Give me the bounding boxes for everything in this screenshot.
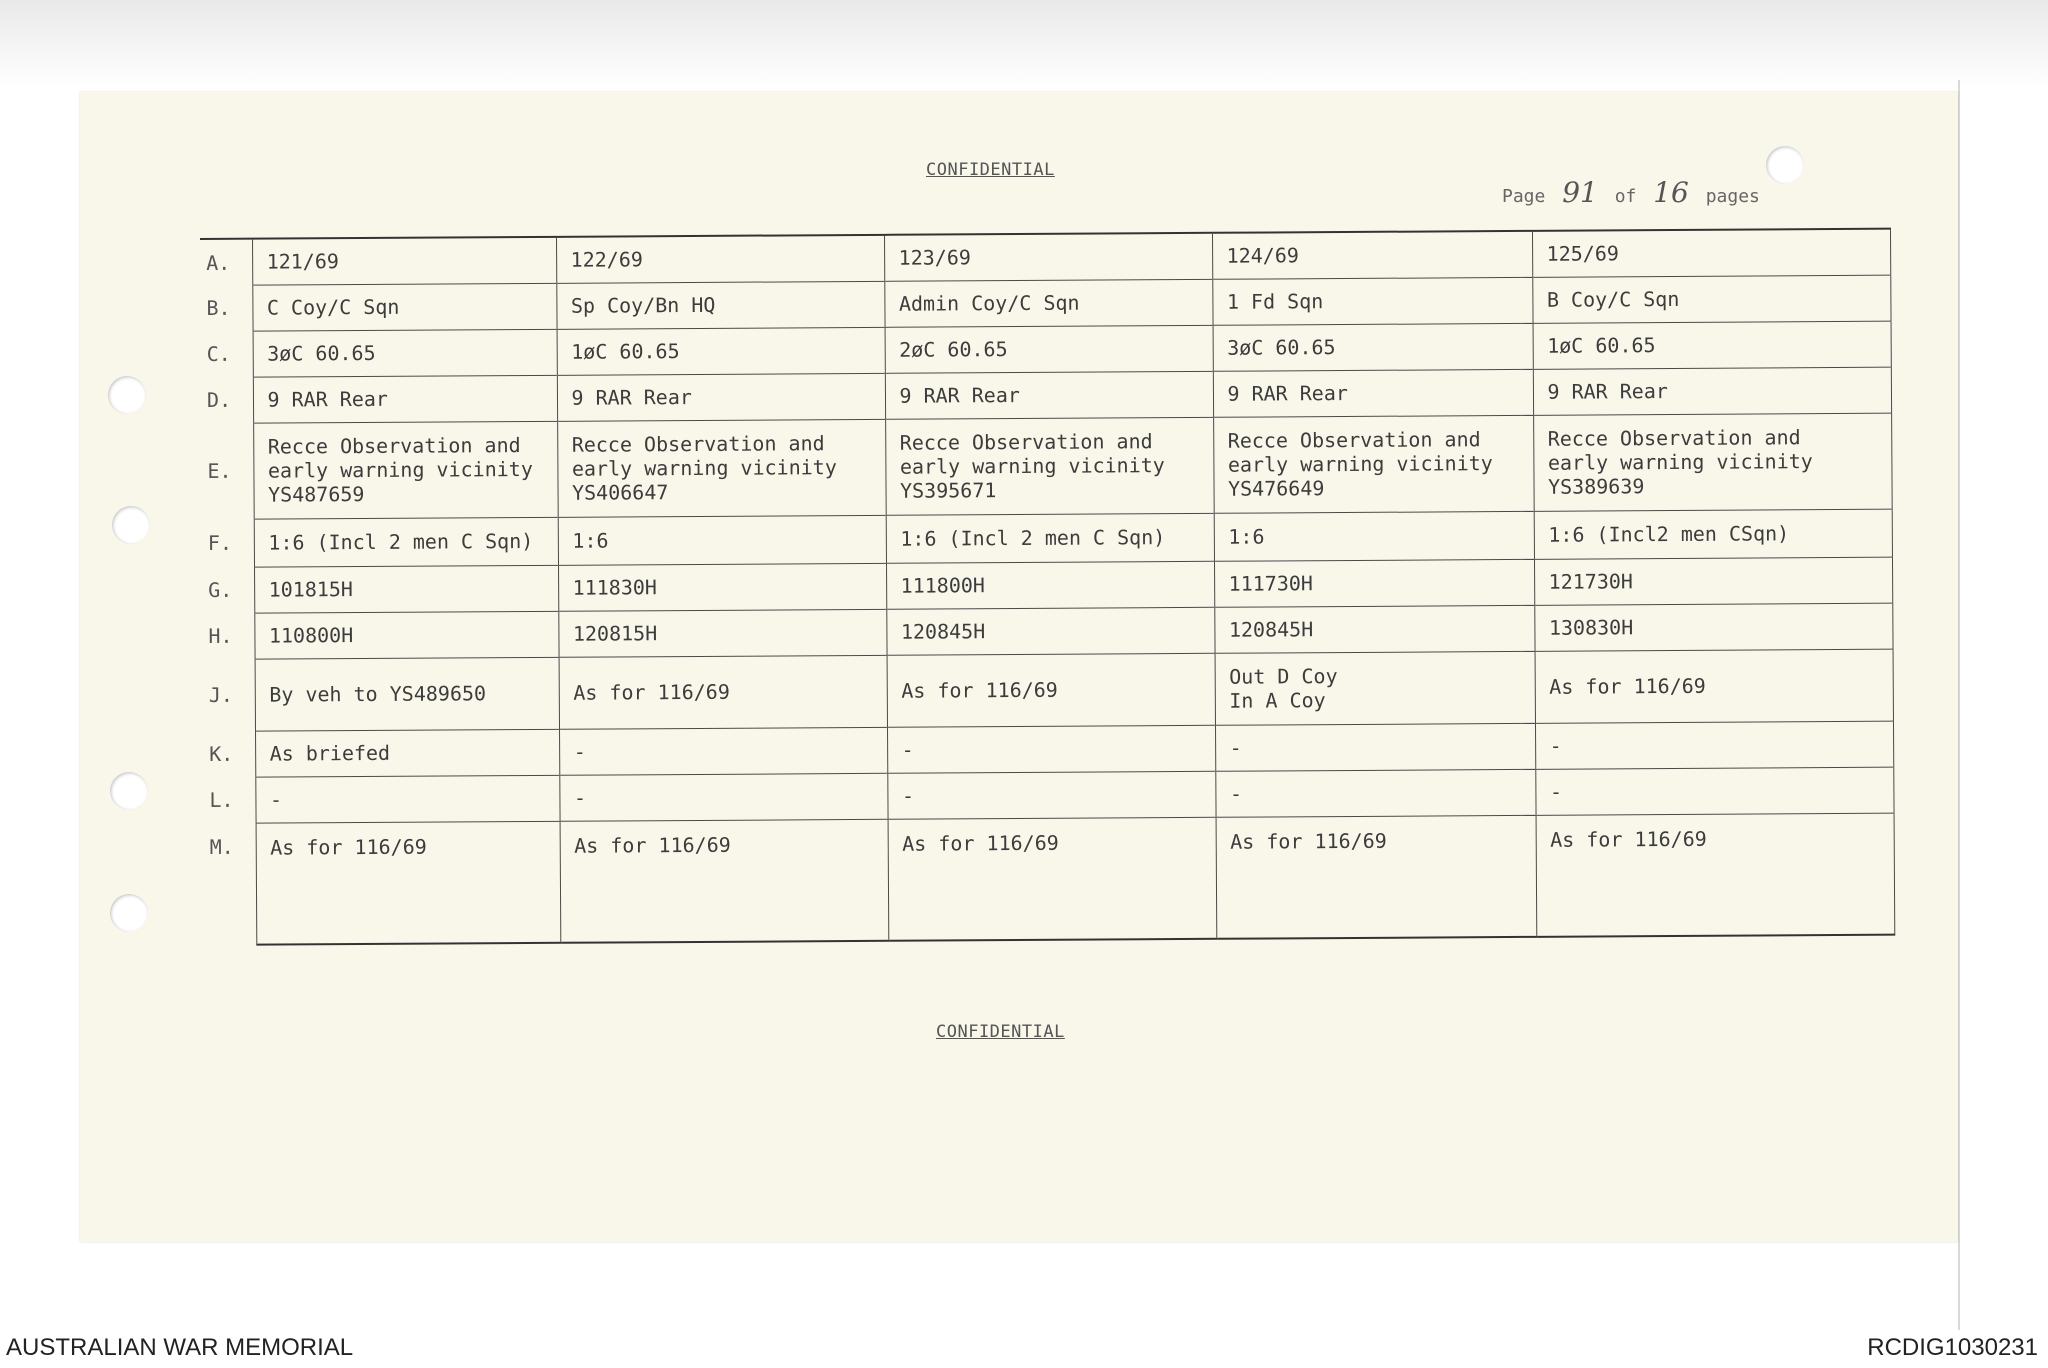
cell-text: early warning vicinity <box>1547 449 1813 475</box>
cell-text: 1øC 60.65 <box>1547 333 1656 358</box>
row-label: E. <box>207 458 232 483</box>
cell-text: 9 RAR Rear <box>267 386 388 412</box>
row-label: F. <box>207 530 233 555</box>
page-of: of <box>1614 186 1637 207</box>
table-cell <box>1215 769 1535 817</box>
cell-text: - <box>1229 735 1242 760</box>
table-cell <box>557 373 885 421</box>
cell-text: C Coy/C Sqn <box>266 294 400 320</box>
cell-text: 111830H <box>572 575 658 600</box>
cell-text: early warning vicinity <box>267 456 533 483</box>
cell-text: As briefed <box>269 740 391 766</box>
table-cell <box>254 565 558 613</box>
table-cell <box>887 653 1215 727</box>
table-cell <box>254 517 558 567</box>
table-cell <box>560 819 889 943</box>
table-cell <box>886 561 1214 609</box>
cell-text: - <box>573 739 586 764</box>
cell-text: Recce Observation and <box>571 431 825 457</box>
row-label: C. <box>206 341 231 366</box>
table-cell <box>1535 721 1893 769</box>
reference-caption: RCDIG1030231 <box>1867 1334 2038 1361</box>
table-cell <box>884 233 1212 281</box>
cell-text: early warning vicinity <box>899 453 1165 479</box>
cell-text: 124/69 <box>1226 243 1299 268</box>
table-cell <box>885 417 1214 515</box>
row-label: B. <box>206 295 231 320</box>
table-cell <box>557 419 886 517</box>
cell-text: 111800H <box>900 573 986 598</box>
table-cell <box>886 607 1214 655</box>
row-label: G. <box>208 577 233 602</box>
table-cell <box>556 235 884 283</box>
cell-text: 1 Fd Sqn <box>1226 289 1324 314</box>
row-label: D. <box>206 387 232 412</box>
table-cell <box>1213 323 1533 371</box>
cell-text: 3øC 60.65 <box>267 340 376 366</box>
table-cell <box>254 611 558 659</box>
table-cell <box>1533 321 1891 369</box>
punch-hole <box>112 506 150 544</box>
cell-text: 121/69 <box>266 249 339 274</box>
table-cell <box>558 563 886 611</box>
table-cell <box>888 817 1217 941</box>
cell-text: 120845H <box>1228 617 1314 642</box>
cell-text: 9 RAR Rear <box>1227 380 1348 406</box>
cell-text: 1:6 <box>572 528 609 553</box>
cell-text: - <box>901 737 914 762</box>
table-cell <box>1533 413 1892 511</box>
table-row <box>204 813 1895 945</box>
cell-text: Out D Coy <box>1229 664 1338 689</box>
table-cell <box>253 329 557 377</box>
cell-text: 130830H <box>1548 615 1634 640</box>
row-label: J. <box>208 682 233 707</box>
table-cell <box>256 821 561 945</box>
table-cell <box>1213 369 1533 417</box>
cell-text: 110800H <box>268 623 354 648</box>
row-label: K. <box>209 741 234 766</box>
cell-text: 2øC 60.65 <box>899 337 1008 362</box>
cell-text: 1:6 <box>1228 524 1265 549</box>
cell-text: - <box>573 785 587 810</box>
table-cell <box>887 771 1215 819</box>
table-cell <box>1534 557 1892 605</box>
cell-text: 9 RAR Rear <box>1547 379 1668 404</box>
table-cell <box>1216 815 1537 939</box>
cell-text: 121730H <box>1548 569 1633 594</box>
cell-text: YS395671 <box>899 478 997 503</box>
table-cell <box>253 375 557 423</box>
table-cell <box>1215 723 1535 771</box>
cell-text: early warning vicinity <box>571 455 837 481</box>
table-cell <box>1533 367 1891 415</box>
scan-edge-line <box>1958 80 1960 1330</box>
cell-text: Recce Observation and <box>1227 427 1481 453</box>
table-cell <box>1214 511 1534 561</box>
table-cell <box>557 327 885 375</box>
cell-text: As for 116/69 <box>1550 826 1707 852</box>
cell-text: 3øC 60.65 <box>1227 335 1336 360</box>
cell-text: As for 116/69 <box>1549 673 1706 699</box>
cell-text: YS389639 <box>1547 474 1645 499</box>
table-cell <box>886 513 1214 563</box>
row-label: H. <box>208 623 233 648</box>
page-prefix: Page <box>1502 186 1546 207</box>
cell-text: As for 116/69 <box>270 834 427 860</box>
table-cell <box>1213 415 1534 513</box>
cell-text: In A Coy <box>1229 688 1326 713</box>
cell-text: As for 116/69 <box>573 679 730 705</box>
table-cell <box>885 371 1213 419</box>
row-label: M. <box>209 834 234 859</box>
cell-text: 9 RAR Rear <box>571 384 692 410</box>
cell-text: Sp Coy/Bn HQ <box>570 292 716 318</box>
page-current-handwritten: 91 <box>1562 176 1598 209</box>
cell-text: YS406647 <box>571 480 669 505</box>
table-cell <box>253 421 558 519</box>
table-cell <box>1536 813 1895 937</box>
cell-text: - <box>269 787 283 812</box>
patrol-table <box>200 228 1895 946</box>
table-cell <box>1534 509 1892 559</box>
table-cell <box>1214 559 1534 607</box>
page-indicator <box>1502 176 1760 209</box>
cell-text: 120815H <box>572 621 658 646</box>
cell-text: 125/69 <box>1546 241 1619 267</box>
punch-hole <box>108 376 146 414</box>
row-label: L. <box>209 787 234 812</box>
page-total-handwritten: 16 <box>1653 176 1689 209</box>
cell-text: 122/69 <box>570 247 643 272</box>
cell-text: - <box>1549 733 1562 758</box>
cell-text: B Coy/C Sqn <box>1546 286 1680 312</box>
table-cell <box>252 237 556 285</box>
table-cell <box>255 657 559 731</box>
table-cell <box>1532 229 1890 277</box>
header-classification: CONFIDENTIAL <box>926 160 1055 180</box>
table-cell <box>1535 649 1893 723</box>
cell-text: Recce Observation and <box>899 429 1153 455</box>
table-cell <box>884 279 1212 327</box>
table-cell <box>1535 767 1893 815</box>
punch-hole <box>1766 146 1804 184</box>
cell-text: By veh to YS489650 <box>269 681 487 707</box>
table-cell <box>887 725 1215 773</box>
cell-text: 120845H <box>900 619 986 644</box>
table-cell <box>558 609 886 657</box>
cell-text: - <box>1229 781 1243 806</box>
cell-text: 101815H <box>268 577 354 602</box>
table-cell <box>1215 651 1535 725</box>
table-cell <box>885 325 1213 373</box>
cell-text: 1øC 60.65 <box>571 339 680 364</box>
table-row <box>203 649 1893 731</box>
table-cell <box>255 775 559 823</box>
institution-caption: AUSTRALIAN WAR MEMORIAL <box>6 1334 354 1361</box>
row-label: A. <box>200 239 252 285</box>
table-body <box>200 229 1894 945</box>
punch-hole <box>110 894 148 932</box>
cell-text: early warning vicinity <box>1227 451 1493 477</box>
cell-text: 1:6 (Incl2 men CSqn) <box>1548 521 1790 547</box>
cell-text: As for 116/69 <box>1230 828 1387 854</box>
cell-text: YS476649 <box>1227 476 1325 501</box>
page-suffix: pages <box>1705 186 1760 207</box>
cell-text: Recce Observation and <box>1547 425 1801 451</box>
cell-text: As for 116/69 <box>574 832 731 858</box>
table-cell <box>556 281 884 329</box>
table-cell <box>559 727 887 775</box>
table-cell <box>559 773 887 821</box>
cell-text: YS487659 <box>267 482 365 507</box>
table-row <box>201 413 1892 519</box>
cell-text: - <box>1549 779 1563 804</box>
table-cell <box>1532 275 1890 323</box>
table-cell <box>1212 231 1532 279</box>
table-cell <box>1212 277 1532 325</box>
cell-text: 1:6 (Incl 2 men C Sqn) <box>268 528 534 555</box>
cell-text: As for 116/69 <box>901 677 1058 703</box>
table-cell <box>255 729 559 777</box>
cell-text: 123/69 <box>898 245 971 270</box>
table-cell <box>1214 605 1534 653</box>
table-cell <box>558 515 886 565</box>
table-cell <box>252 283 556 331</box>
punch-hole <box>110 772 148 810</box>
cell-text: 111730H <box>1228 571 1313 596</box>
footer-classification: CONFIDENTIAL <box>936 1022 1065 1042</box>
cell-text: 1:6 (Incl 2 men C Sqn) <box>900 525 1166 551</box>
cell-text: 9 RAR Rear <box>899 382 1020 408</box>
cell-text: Recce Observation and <box>267 433 521 459</box>
table-cell <box>559 655 887 729</box>
cell-text: Admin Coy/C Sqn <box>898 290 1080 316</box>
cell-text: - <box>901 783 915 808</box>
cell-text: As for 116/69 <box>902 830 1059 856</box>
table-cell <box>1534 603 1892 651</box>
